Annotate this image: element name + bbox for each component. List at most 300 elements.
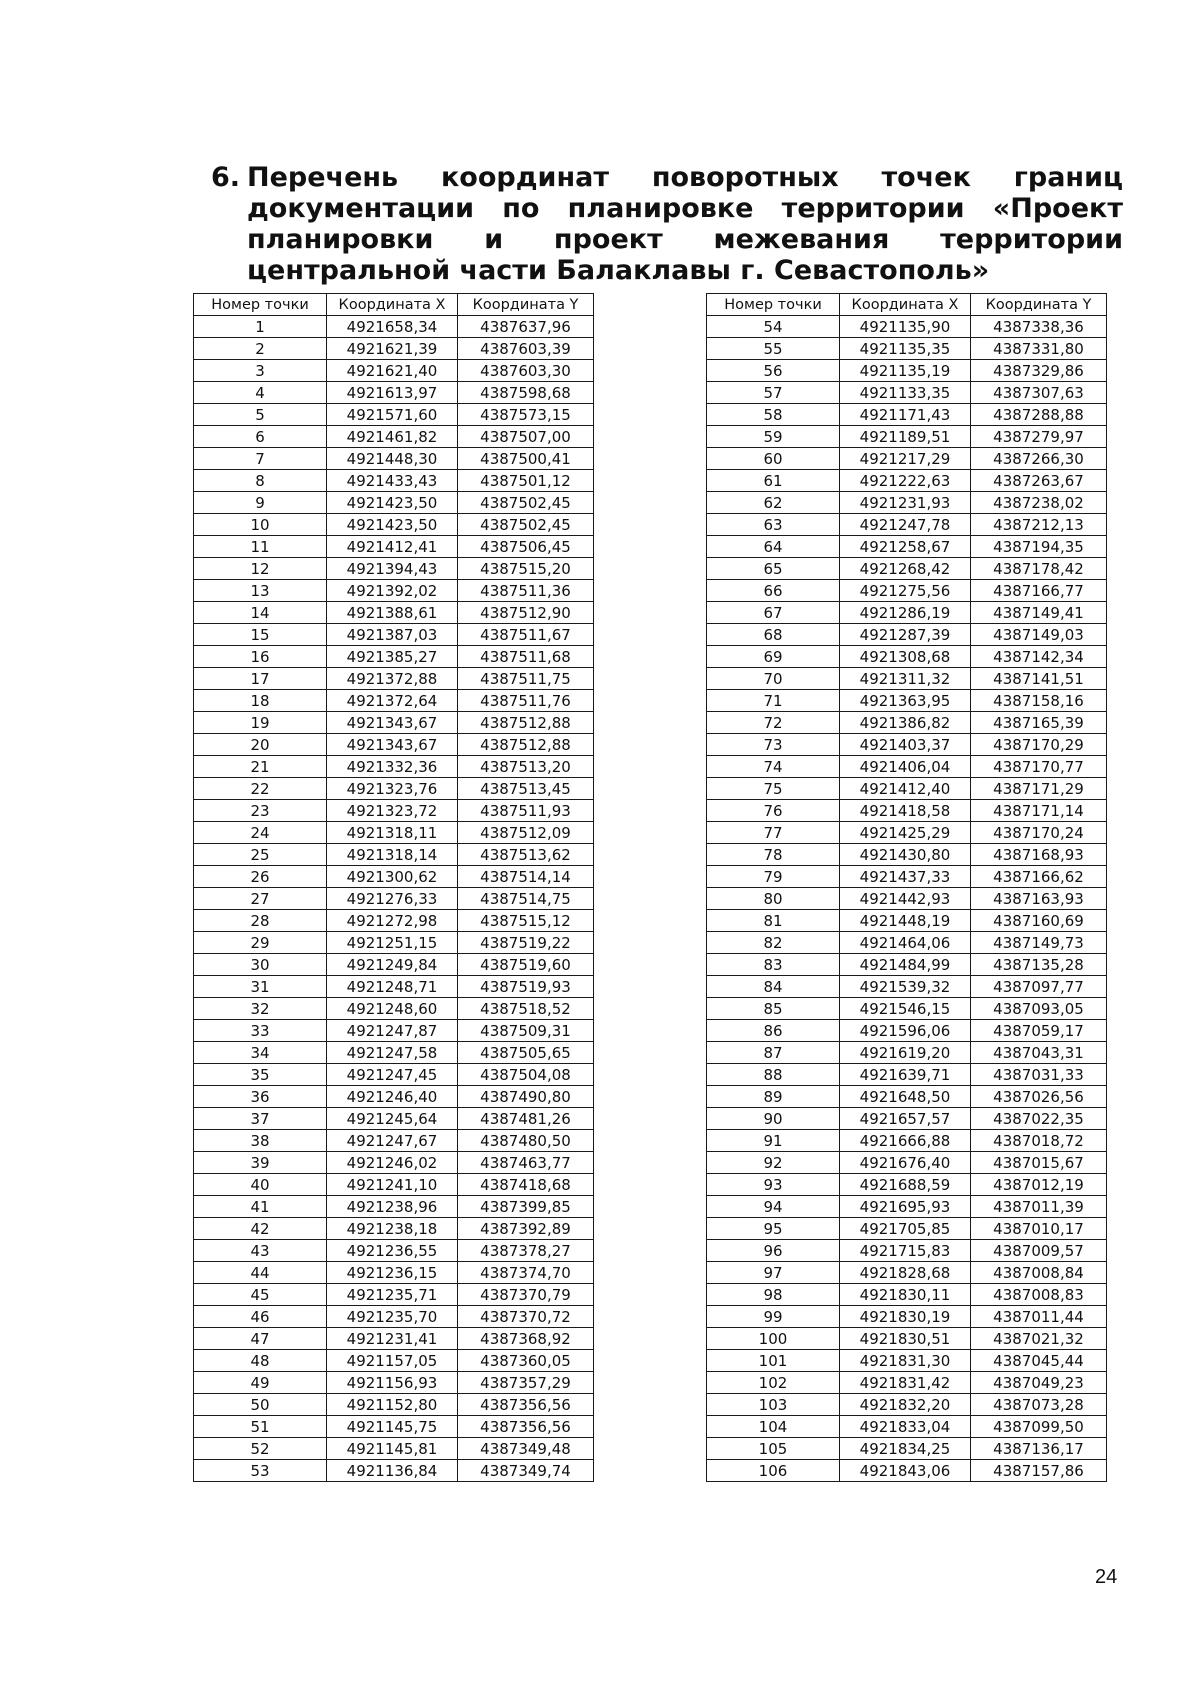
- table-row: [194, 756, 594, 778]
- coordinate-y-cell: 4387513,20: [458, 756, 594, 778]
- point-number-cell: 16: [194, 646, 327, 668]
- table-row: [707, 492, 1107, 514]
- point-number-cell: 60: [707, 448, 840, 470]
- point-number-cell: 54: [707, 316, 840, 338]
- table-row: [194, 316, 594, 338]
- coordinate-x-cell: 4921222,63: [840, 470, 971, 492]
- table-body-right: [707, 316, 1107, 1482]
- coordinate-x-cell: 4921287,39: [840, 624, 971, 646]
- point-number-cell: 105: [707, 1438, 840, 1460]
- coordinate-y-cell: 4387279,97: [971, 426, 1107, 448]
- point-number-cell: 30: [194, 954, 327, 976]
- coordinate-y-cell: 4387158,16: [971, 690, 1107, 712]
- table-row: [707, 1152, 1107, 1174]
- coordinate-y-cell: 4387518,52: [458, 998, 594, 1020]
- coordinate-x-cell: 4921247,87: [327, 1020, 458, 1042]
- table-row: [707, 1328, 1107, 1350]
- coordinate-y-cell: 4387519,93: [458, 976, 594, 998]
- table-row: [707, 1284, 1107, 1306]
- coordinate-x-cell: 4921152,80: [327, 1394, 458, 1416]
- coordinate-y-cell: 4387165,39: [971, 712, 1107, 734]
- table-row: [707, 382, 1107, 404]
- table-row: [194, 1328, 594, 1350]
- point-number-cell: 28: [194, 910, 327, 932]
- coordinate-y-cell: 4387022,35: [971, 1108, 1107, 1130]
- coordinate-y-cell: 4387357,29: [458, 1372, 594, 1394]
- coordinate-x-cell: 4921300,62: [327, 866, 458, 888]
- coordinate-y-cell: 4387031,33: [971, 1064, 1107, 1086]
- table-row: [707, 338, 1107, 360]
- point-number-cell: 64: [707, 536, 840, 558]
- coordinate-x-cell: 4921832,20: [840, 1394, 971, 1416]
- coordinate-y-cell: 4387135,28: [971, 954, 1107, 976]
- coordinate-x-cell: 4921343,67: [327, 712, 458, 734]
- coordinate-x-cell: 4921189,51: [840, 426, 971, 448]
- coordinate-x-cell: 4921249,84: [327, 954, 458, 976]
- table-row: [194, 822, 594, 844]
- table-row: [194, 1174, 594, 1196]
- coordinate-y-cell: 4387506,45: [458, 536, 594, 558]
- coordinate-y-cell: 4387603,30: [458, 360, 594, 382]
- point-number-cell: 70: [707, 668, 840, 690]
- coordinate-y-cell: 4387093,05: [971, 998, 1107, 1020]
- coordinate-x-cell: 4921418,58: [840, 800, 971, 822]
- table-row: [194, 932, 594, 954]
- coordinate-x-cell: 4921372,88: [327, 668, 458, 690]
- point-number-cell: 57: [707, 382, 840, 404]
- point-number-cell: 11: [194, 536, 327, 558]
- coordinate-x-cell: 4921231,41: [327, 1328, 458, 1350]
- coordinate-y-cell: 4387266,30: [971, 448, 1107, 470]
- coordinate-y-cell: 4387480,50: [458, 1130, 594, 1152]
- coordinate-x-cell: 4921247,78: [840, 514, 971, 536]
- table-row: [707, 1372, 1107, 1394]
- coordinate-y-cell: 4387378,27: [458, 1240, 594, 1262]
- point-number-cell: 35: [194, 1064, 327, 1086]
- coordinate-x-cell: 4921247,67: [327, 1130, 458, 1152]
- coordinates-table-left: [193, 293, 594, 1482]
- table-body-left: [194, 316, 594, 1482]
- coordinate-y-cell: 4387370,72: [458, 1306, 594, 1328]
- coordinate-x-cell: 4921236,55: [327, 1240, 458, 1262]
- section-heading: [211, 162, 1123, 286]
- point-number-cell: 74: [707, 756, 840, 778]
- coordinate-y-cell: 4387512,09: [458, 822, 594, 844]
- table-row: [194, 1196, 594, 1218]
- table-row: [707, 1174, 1107, 1196]
- coordinate-x-cell: 4921135,90: [840, 316, 971, 338]
- point-number-cell: 19: [194, 712, 327, 734]
- header-coordinate-y: Координата Y: [971, 294, 1107, 316]
- coordinate-y-cell: 4387370,79: [458, 1284, 594, 1306]
- coordinate-y-cell: 4387171,14: [971, 800, 1107, 822]
- table-row: [707, 844, 1107, 866]
- point-number-cell: 39: [194, 1152, 327, 1174]
- coordinate-y-cell: 4387507,00: [458, 426, 594, 448]
- point-number-cell: 2: [194, 338, 327, 360]
- table-row: [194, 712, 594, 734]
- coordinate-x-cell: 4921236,15: [327, 1262, 458, 1284]
- coordinate-x-cell: 4921425,29: [840, 822, 971, 844]
- coordinate-x-cell: 4921412,40: [840, 778, 971, 800]
- table-row: [707, 470, 1107, 492]
- point-number-cell: 62: [707, 492, 840, 514]
- point-number-cell: 32: [194, 998, 327, 1020]
- coordinate-y-cell: 4387392,89: [458, 1218, 594, 1240]
- coordinate-y-cell: 4387307,63: [971, 382, 1107, 404]
- point-number-cell: 81: [707, 910, 840, 932]
- point-number-cell: 67: [707, 602, 840, 624]
- point-number-cell: 9: [194, 492, 327, 514]
- coordinate-x-cell: 4921830,51: [840, 1328, 971, 1350]
- point-number-cell: 89: [707, 1086, 840, 1108]
- table-row: [707, 1416, 1107, 1438]
- table-row: [194, 888, 594, 910]
- table-row: [707, 1020, 1107, 1042]
- table-row: [194, 1460, 594, 1482]
- table-row: [707, 404, 1107, 426]
- coordinate-x-cell: 4921648,50: [840, 1086, 971, 1108]
- coordinate-y-cell: 4387356,56: [458, 1416, 594, 1438]
- coordinate-x-cell: 4921135,35: [840, 338, 971, 360]
- table-row: [194, 558, 594, 580]
- coordinate-y-cell: 4387637,96: [458, 316, 594, 338]
- coordinate-x-cell: 4921238,18: [327, 1218, 458, 1240]
- point-number-cell: 5: [194, 404, 327, 426]
- table-row: [707, 910, 1107, 932]
- coordinate-x-cell: 4921619,20: [840, 1042, 971, 1064]
- coordinate-x-cell: 4921403,37: [840, 734, 971, 756]
- coordinate-x-cell: 4921442,93: [840, 888, 971, 910]
- coordinate-y-cell: 4387513,62: [458, 844, 594, 866]
- coordinate-y-cell: 4387142,34: [971, 646, 1107, 668]
- coordinate-y-cell: 4387045,44: [971, 1350, 1107, 1372]
- coordinate-x-cell: 4921272,98: [327, 910, 458, 932]
- coordinate-y-cell: 4387178,42: [971, 558, 1107, 580]
- point-number-cell: 80: [707, 888, 840, 910]
- coordinate-y-cell: 4387149,73: [971, 932, 1107, 954]
- coordinate-x-cell: 4921308,68: [840, 646, 971, 668]
- coordinate-x-cell: 4921830,11: [840, 1284, 971, 1306]
- coordinate-y-cell: 4387194,35: [971, 536, 1107, 558]
- coordinate-x-cell: 4921276,33: [327, 888, 458, 910]
- coordinate-y-cell: 4387515,12: [458, 910, 594, 932]
- point-number-cell: 48: [194, 1350, 327, 1372]
- table-row: [707, 426, 1107, 448]
- table-row: [194, 778, 594, 800]
- coordinate-y-cell: 4387481,26: [458, 1108, 594, 1130]
- coordinate-y-cell: 4387263,67: [971, 470, 1107, 492]
- table-row: [707, 1064, 1107, 1086]
- point-number-cell: 72: [707, 712, 840, 734]
- table-row: [194, 668, 594, 690]
- coordinate-y-cell: 4387356,56: [458, 1394, 594, 1416]
- point-number-cell: 65: [707, 558, 840, 580]
- table-row: [194, 536, 594, 558]
- point-number-cell: 56: [707, 360, 840, 382]
- point-number-cell: 76: [707, 800, 840, 822]
- point-number-cell: 96: [707, 1240, 840, 1262]
- point-number-cell: 49: [194, 1372, 327, 1394]
- coordinate-x-cell: 4921412,41: [327, 536, 458, 558]
- table-row: [707, 932, 1107, 954]
- header-coordinate-y: Координата Y: [458, 294, 594, 316]
- coordinate-y-cell: 4387514,75: [458, 888, 594, 910]
- table-row: [194, 1438, 594, 1460]
- coordinate-y-cell: 4387598,68: [458, 382, 594, 404]
- table-row: [707, 800, 1107, 822]
- coordinate-y-cell: 4387573,15: [458, 404, 594, 426]
- table-row: [707, 1086, 1107, 1108]
- coordinate-y-cell: 4387514,14: [458, 866, 594, 888]
- coordinate-x-cell: 4921715,83: [840, 1240, 971, 1262]
- table-row: [707, 646, 1107, 668]
- coordinate-x-cell: 4921833,04: [840, 1416, 971, 1438]
- point-number-cell: 24: [194, 822, 327, 844]
- table-row: [194, 844, 594, 866]
- coordinate-y-cell: 4387505,65: [458, 1042, 594, 1064]
- point-number-cell: 44: [194, 1262, 327, 1284]
- table-row: [707, 580, 1107, 602]
- coordinate-x-cell: 4921437,33: [840, 866, 971, 888]
- coordinate-x-cell: 4921843,06: [840, 1460, 971, 1482]
- coordinate-x-cell: 4921448,30: [327, 448, 458, 470]
- table-row: [194, 580, 594, 602]
- coordinate-y-cell: 4387519,60: [458, 954, 594, 976]
- coordinate-x-cell: 4921258,67: [840, 536, 971, 558]
- point-number-cell: 6: [194, 426, 327, 448]
- coordinate-y-cell: 4387504,08: [458, 1064, 594, 1086]
- point-number-cell: 23: [194, 800, 327, 822]
- coordinate-x-cell: 4921248,60: [327, 998, 458, 1020]
- coordinate-y-cell: 4387399,85: [458, 1196, 594, 1218]
- table-row: [707, 360, 1107, 382]
- coordinate-y-cell: 4387009,57: [971, 1240, 1107, 1262]
- coordinate-x-cell: 4921133,35: [840, 382, 971, 404]
- table-row: [707, 536, 1107, 558]
- coordinate-y-cell: 4387015,67: [971, 1152, 1107, 1174]
- coordinate-x-cell: 4921275,56: [840, 580, 971, 602]
- point-number-cell: 46: [194, 1306, 327, 1328]
- coordinate-y-cell: 4387043,31: [971, 1042, 1107, 1064]
- table-row: [707, 1042, 1107, 1064]
- coordinate-y-cell: 4387519,22: [458, 932, 594, 954]
- coordinate-x-cell: 4921385,27: [327, 646, 458, 668]
- coordinate-y-cell: 4387212,13: [971, 514, 1107, 536]
- table-row: [707, 1218, 1107, 1240]
- coordinate-x-cell: 4921311,32: [840, 668, 971, 690]
- table-row: [707, 734, 1107, 756]
- coordinate-x-cell: 4921830,19: [840, 1306, 971, 1328]
- coordinate-y-cell: 4387163,93: [971, 888, 1107, 910]
- table-row: [194, 624, 594, 646]
- table-row: [707, 1240, 1107, 1262]
- coordinate-y-cell: 4387500,41: [458, 448, 594, 470]
- coordinate-x-cell: 4921639,71: [840, 1064, 971, 1086]
- table-row: [707, 888, 1107, 910]
- point-number-cell: 92: [707, 1152, 840, 1174]
- point-number-cell: 83: [707, 954, 840, 976]
- coordinate-y-cell: 4387026,56: [971, 1086, 1107, 1108]
- table-header-row: [194, 294, 594, 316]
- coordinate-y-cell: 4387166,62: [971, 866, 1107, 888]
- coordinate-x-cell: 4921145,75: [327, 1416, 458, 1438]
- coordinate-y-cell: 4387170,29: [971, 734, 1107, 756]
- point-number-cell: 66: [707, 580, 840, 602]
- point-number-cell: 98: [707, 1284, 840, 1306]
- coordinate-y-cell: 4387349,48: [458, 1438, 594, 1460]
- coordinate-y-cell: 4387049,23: [971, 1372, 1107, 1394]
- table-row: [194, 514, 594, 536]
- point-number-cell: 78: [707, 844, 840, 866]
- point-number-cell: 53: [194, 1460, 327, 1482]
- coordinate-x-cell: 4921286,19: [840, 602, 971, 624]
- table-row: [194, 1064, 594, 1086]
- coordinate-x-cell: 4921831,30: [840, 1350, 971, 1372]
- point-number-cell: 21: [194, 756, 327, 778]
- coordinate-x-cell: 4921539,32: [840, 976, 971, 998]
- coordinate-y-cell: 4387008,84: [971, 1262, 1107, 1284]
- coordinate-y-cell: 4387511,93: [458, 800, 594, 822]
- coordinate-x-cell: 4921323,76: [327, 778, 458, 800]
- point-number-cell: 100: [707, 1328, 840, 1350]
- coordinate-x-cell: 4921621,40: [327, 360, 458, 382]
- coordinate-y-cell: 4387512,88: [458, 734, 594, 756]
- table-row: [707, 1438, 1107, 1460]
- coordinate-y-cell: 4387349,74: [458, 1460, 594, 1482]
- table-row: [194, 1394, 594, 1416]
- coordinate-x-cell: 4921423,50: [327, 514, 458, 536]
- point-number-cell: 99: [707, 1306, 840, 1328]
- coordinate-y-cell: 4387511,36: [458, 580, 594, 602]
- table-row: [194, 1350, 594, 1372]
- coordinate-x-cell: 4921241,10: [327, 1174, 458, 1196]
- coordinate-x-cell: 4921430,80: [840, 844, 971, 866]
- table-row: [194, 1416, 594, 1438]
- coordinate-y-cell: 4387515,20: [458, 558, 594, 580]
- point-number-cell: 106: [707, 1460, 840, 1482]
- point-number-cell: 4: [194, 382, 327, 404]
- table-row: [194, 910, 594, 932]
- coordinate-y-cell: 4387501,12: [458, 470, 594, 492]
- coordinate-y-cell: 4387012,19: [971, 1174, 1107, 1196]
- page-number: 24: [1095, 1566, 1118, 1588]
- coordinate-y-cell: 4387331,80: [971, 338, 1107, 360]
- coordinate-x-cell: 4921251,15: [327, 932, 458, 954]
- point-number-cell: 8: [194, 470, 327, 492]
- table-row: [707, 448, 1107, 470]
- coordinate-y-cell: 4387512,88: [458, 712, 594, 734]
- coordinate-y-cell: 4387166,77: [971, 580, 1107, 602]
- coordinate-y-cell: 4387018,72: [971, 1130, 1107, 1152]
- point-number-cell: 3: [194, 360, 327, 382]
- coordinate-x-cell: 4921676,40: [840, 1152, 971, 1174]
- table-row: [194, 1042, 594, 1064]
- point-number-cell: 79: [707, 866, 840, 888]
- point-number-cell: 29: [194, 932, 327, 954]
- coordinate-x-cell: 4921406,04: [840, 756, 971, 778]
- coordinate-x-cell: 4921484,99: [840, 954, 971, 976]
- point-number-cell: 37: [194, 1108, 327, 1130]
- coordinate-y-cell: 4387360,05: [458, 1350, 594, 1372]
- coordinate-x-cell: 4921657,57: [840, 1108, 971, 1130]
- coordinate-y-cell: 4387170,24: [971, 822, 1107, 844]
- coordinate-y-cell: 4387073,28: [971, 1394, 1107, 1416]
- coordinate-x-cell: 4921217,29: [840, 448, 971, 470]
- table-row: [194, 976, 594, 998]
- point-number-cell: 52: [194, 1438, 327, 1460]
- point-number-cell: 86: [707, 1020, 840, 1042]
- point-number-cell: 95: [707, 1218, 840, 1240]
- coordinate-x-cell: 4921135,19: [840, 360, 971, 382]
- point-number-cell: 7: [194, 448, 327, 470]
- table-row: [194, 448, 594, 470]
- table-row: [707, 1306, 1107, 1328]
- coordinate-x-cell: 4921332,36: [327, 756, 458, 778]
- table-row: [194, 1306, 594, 1328]
- coordinate-y-cell: 4387368,92: [458, 1328, 594, 1350]
- point-number-cell: 58: [707, 404, 840, 426]
- coordinate-y-cell: 4387603,39: [458, 338, 594, 360]
- table-row: [194, 800, 594, 822]
- point-number-cell: 31: [194, 976, 327, 998]
- point-number-cell: 94: [707, 1196, 840, 1218]
- point-number-cell: 13: [194, 580, 327, 602]
- table-row: [707, 1460, 1107, 1482]
- point-number-cell: 27: [194, 888, 327, 910]
- table-row: [707, 1130, 1107, 1152]
- coordinate-x-cell: 4921145,81: [327, 1438, 458, 1460]
- table-row: [194, 1240, 594, 1262]
- point-number-cell: 40: [194, 1174, 327, 1196]
- table-row: [707, 1350, 1107, 1372]
- coordinate-x-cell: 4921433,43: [327, 470, 458, 492]
- header-point-number: Номер точки: [707, 294, 840, 316]
- table-row: [194, 1262, 594, 1284]
- coordinate-x-cell: 4921245,64: [327, 1108, 458, 1130]
- table-row: [194, 646, 594, 668]
- point-number-cell: 75: [707, 778, 840, 800]
- header-point-number: Номер точки: [194, 294, 327, 316]
- coordinate-x-cell: 4921238,96: [327, 1196, 458, 1218]
- coordinate-x-cell: 4921392,02: [327, 580, 458, 602]
- coordinate-y-cell: 4387011,44: [971, 1306, 1107, 1328]
- coordinate-x-cell: 4921688,59: [840, 1174, 971, 1196]
- coordinate-y-cell: 4387418,68: [458, 1174, 594, 1196]
- point-number-cell: 47: [194, 1328, 327, 1350]
- point-number-cell: 85: [707, 998, 840, 1020]
- table-row: [707, 1394, 1107, 1416]
- table-row: [707, 822, 1107, 844]
- table-row: [707, 1196, 1107, 1218]
- point-number-cell: 103: [707, 1394, 840, 1416]
- coordinate-x-cell: 4921388,61: [327, 602, 458, 624]
- point-number-cell: 69: [707, 646, 840, 668]
- point-number-cell: 71: [707, 690, 840, 712]
- coordinate-x-cell: 4921831,42: [840, 1372, 971, 1394]
- coordinate-y-cell: 4387168,93: [971, 844, 1107, 866]
- point-number-cell: 87: [707, 1042, 840, 1064]
- point-number-cell: 15: [194, 624, 327, 646]
- point-number-cell: 43: [194, 1240, 327, 1262]
- table-row: [194, 1108, 594, 1130]
- coordinate-y-cell: 4387170,77: [971, 756, 1107, 778]
- coordinate-x-cell: 4921387,03: [327, 624, 458, 646]
- table-row: [194, 470, 594, 492]
- point-number-cell: 41: [194, 1196, 327, 1218]
- coordinates-table-right: [706, 293, 1107, 1482]
- point-number-cell: 68: [707, 624, 840, 646]
